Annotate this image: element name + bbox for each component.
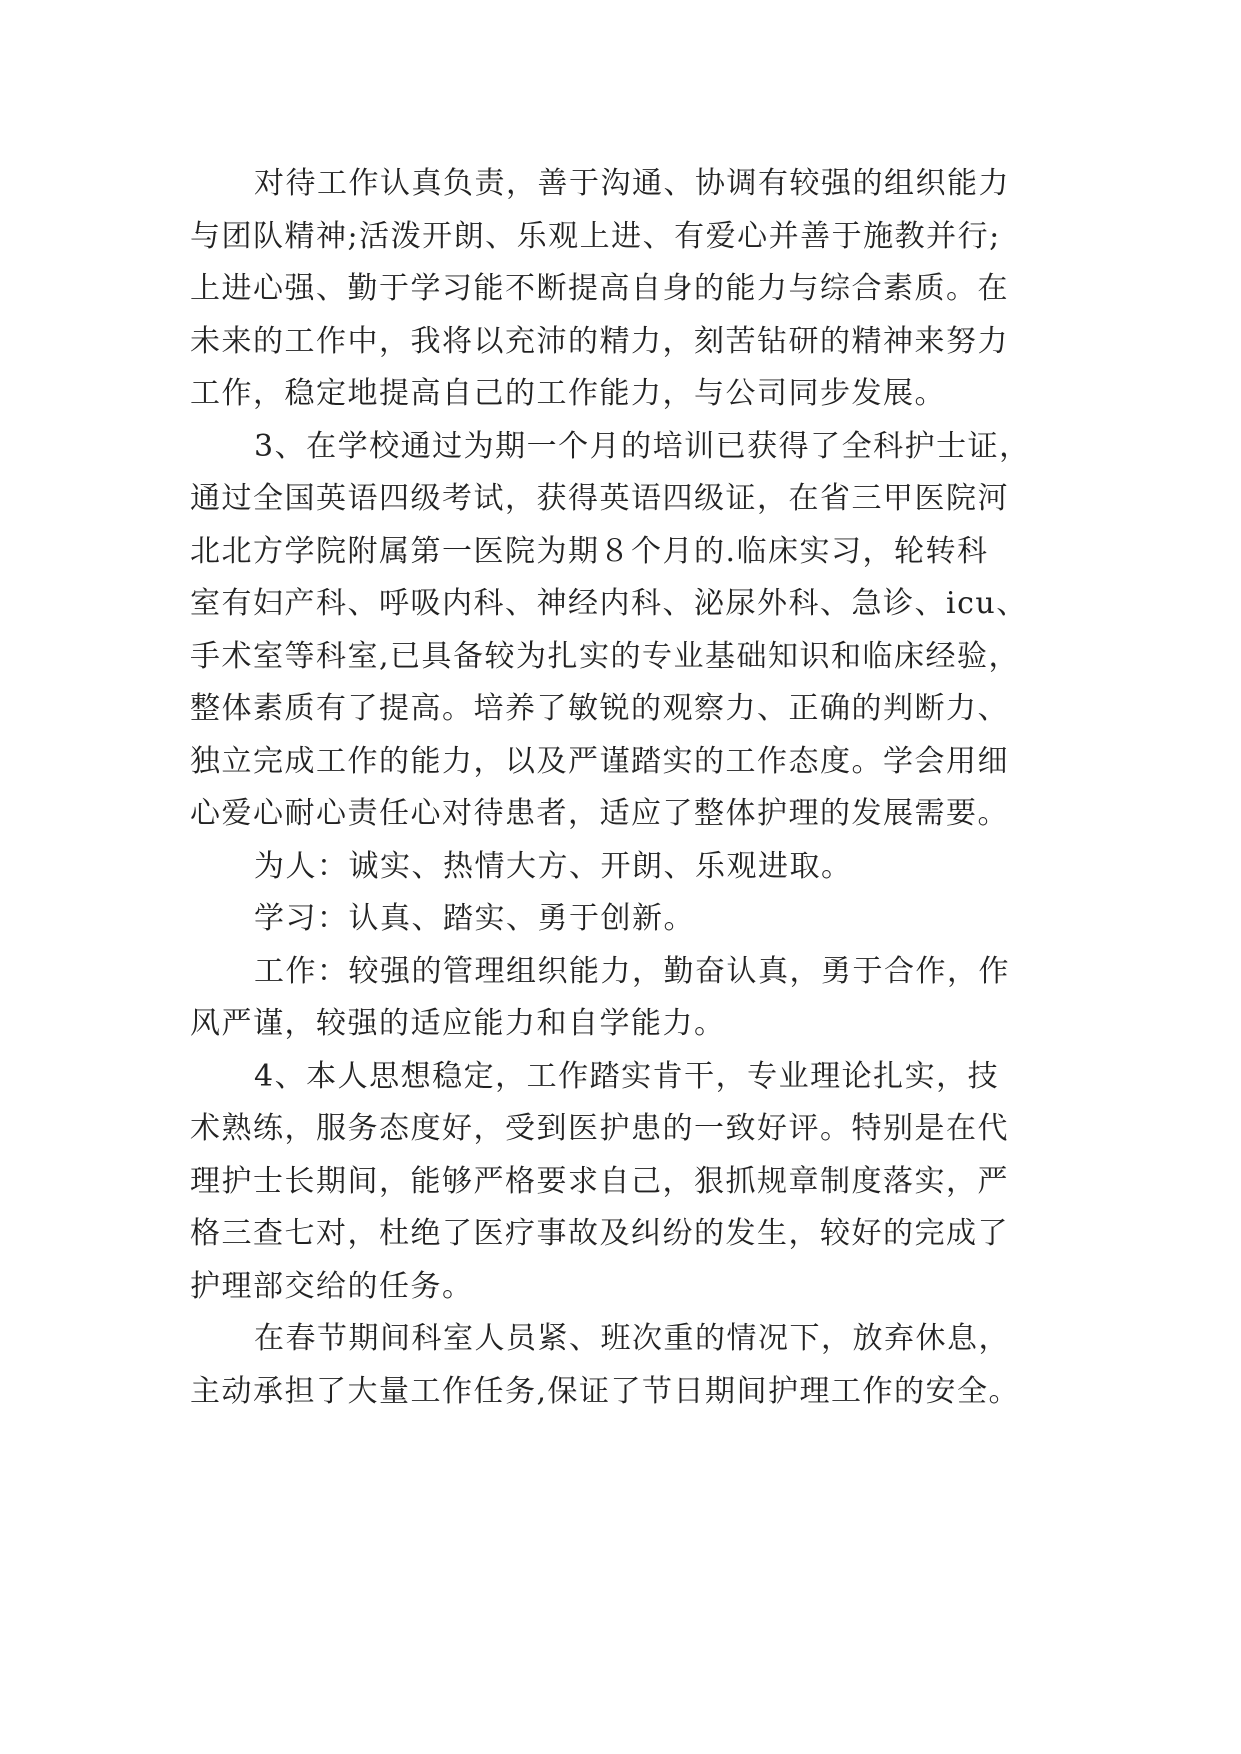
text-line: 心爱心耐心责任心对待患者，适应了整体护理的发展需要。 <box>190 796 1009 831</box>
text-line: 主动承担了大量工作任务,保证了节日期间护理工作的安全。 <box>190 1373 1021 1409</box>
text-line: 格三查七对，杜绝了医疗事故及纠纷的发生，较好的完成了 <box>190 1216 1009 1251</box>
text-line: 手术室等科室,已具备较为扎实的专业基础知识和临床经验， <box>190 638 1021 674</box>
text-line: 通过全国英语四级考试，获得英语四级证，在省三甲医院河 <box>190 481 1009 516</box>
text-line: 术熟练，服务态度好，受到医护患的一致好评。特别是在代 <box>190 1111 1009 1146</box>
text-line: 室有妇产科、呼吸内科、神经内科、泌尿外科、急诊、icu、 <box>190 586 1028 621</box>
text-line: 风严谨，较强的适应能力和自学能力。 <box>190 1006 726 1041</box>
text-line: 独立完成工作的能力，以及严谨踏实的工作态度。学会用细 <box>190 743 1009 779</box>
text-line: 在春节期间科室人员紧、班次重的情况下，放弃休息， <box>254 1321 1010 1356</box>
text-line: 护理部交给的任务。 <box>190 1268 474 1304</box>
text-line: 工作：较强的管理组织能力，勤奋认真，勇于合作，作 <box>254 953 1010 989</box>
text-line: 与团队精神;活泼开朗、乐观上进、有爱心并善于施教并行; <box>190 218 1001 254</box>
document-body <box>190 158 1050 1418</box>
text-line: 理护士长期间，能够严格要求自己，狠抓规章制度落实，严 <box>190 1163 1009 1199</box>
text-line: 工作，稳定地提高自己的工作能力，与公司同步发展。 <box>190 376 946 411</box>
text-line: 未来的工作中，我将以充沛的精力，刻苦钻研的精神来努力 <box>190 323 1009 359</box>
text-line: 为人：诚实、热情大方、开朗、乐观进取。 <box>254 848 853 884</box>
text-line: 上进心强、勤于学习能不断提高自身的能力与综合素质。在 <box>190 271 1009 306</box>
text-line: 对待工作认真负责，善于沟通、协调有较强的组织能力 <box>254 166 1010 201</box>
text-line: 北北方学院附属第一医院为期８个月的.临床实习，轮转科 <box>190 533 989 569</box>
text-line: 整体素质有了提高。培养了敏锐的观察力、正确的判断力、 <box>190 691 1009 726</box>
text-line: 学习：认真、踏实、勇于创新。 <box>254 901 695 936</box>
text-line: 4、本人思想稳定，工作踏实肯干，专业理论扎实，技 <box>254 1058 1000 1094</box>
text-line: 3、在学校通过为期一个月的培训已获得了全科护士证， <box>254 428 1031 464</box>
